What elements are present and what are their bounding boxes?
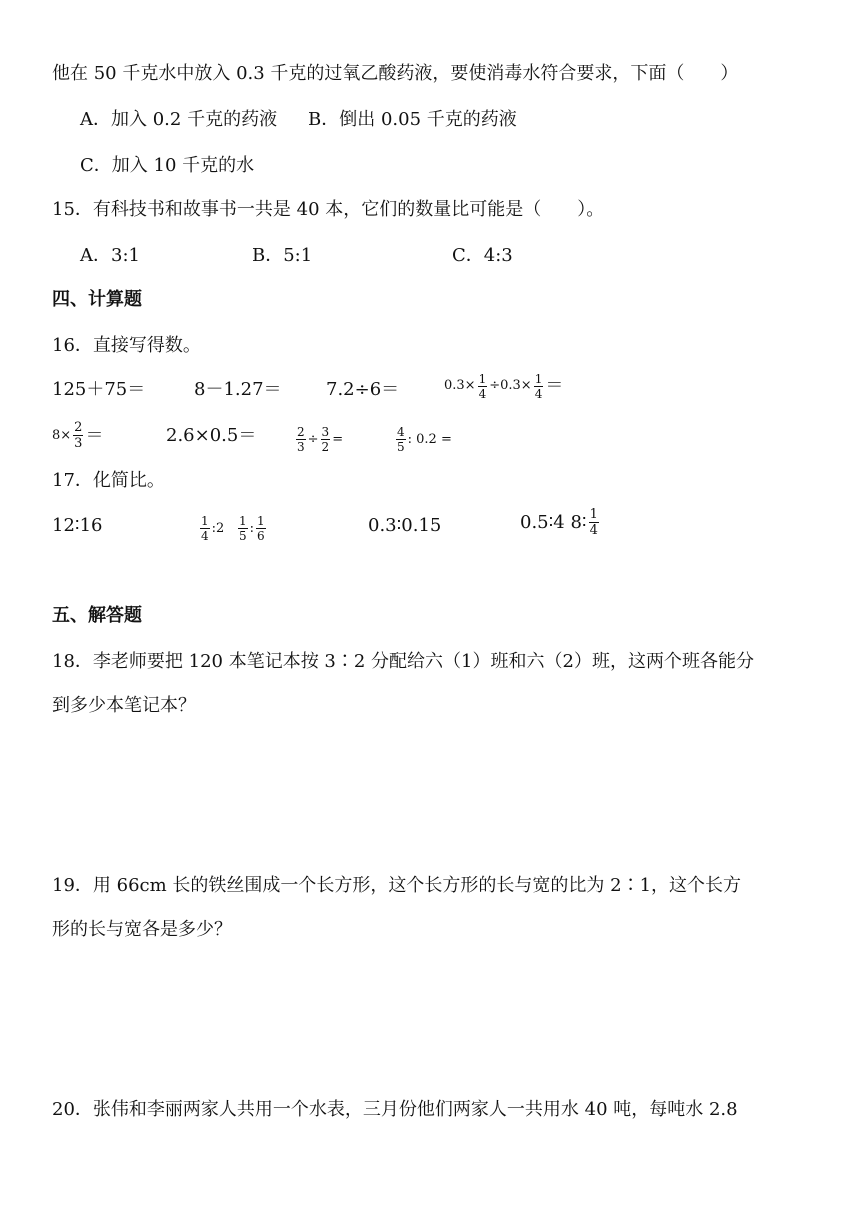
q16-expr-4-part2: ÷0.3× xyxy=(489,378,532,393)
fraction: $\frac{1}{4}$ xyxy=(589,507,598,538)
fraction: $\frac{1}{4}$ xyxy=(478,371,487,401)
q17-stem: 17．化简比。 xyxy=(52,470,165,491)
q15-stem: 15．有科技书和故事书一共是 40 本，它们的数量比可能是（ ）。 xyxy=(52,199,605,220)
q17-ratio-2 xyxy=(198,508,224,542)
q16-expr-8 xyxy=(394,419,452,453)
q16-expr-1: 125＋75＝ xyxy=(52,379,146,400)
q18-line-1: 18．李老师要把 120 本笔记本按 3∶2 分配给六（1）班和六（2）班，这两个班各能分 xyxy=(52,651,754,672)
equals-sign: ＝ xyxy=(85,424,104,446)
fraction: $\frac{2}{3}$ xyxy=(74,420,83,451)
q17-ratio-2-rest: :2 xyxy=(211,520,225,536)
q14-option-a: A．加入 0.2 千克的药液 xyxy=(80,109,278,130)
equals-sign: = xyxy=(332,431,344,447)
q16-expr-5 xyxy=(52,421,103,450)
q17-ratio-4: 0.3∶0.15 xyxy=(368,515,442,536)
colon: : xyxy=(249,520,255,536)
q16-expr-3: 7.2÷6＝ xyxy=(326,379,400,400)
q16-expr-4-part1: 0.3× xyxy=(444,378,476,393)
q14-stem-line: 他在 50 千克水中放入 0.3 千克的过氧乙酸药液，要使消毒水符合要求，下面（ ） xyxy=(52,63,739,84)
q16-stem: 16．直接写得数。 xyxy=(52,335,201,356)
q16-expr-6: 2.6×0.5＝ xyxy=(166,425,257,446)
divide-sign: ÷ xyxy=(307,431,319,447)
q17-ratio-5-text: 0.5∶4 8∶ xyxy=(520,511,587,533)
q20-line-1: 20．张伟和李丽两家人共用一个水表，三月份他们两家人一共用水 40 吨，每吨水 2.8 xyxy=(52,1099,738,1120)
q17-ratio-1: 12∶16 xyxy=(52,515,103,536)
q15-option-a: A．3:1 xyxy=(80,245,140,266)
q18-line-2: 到多少本笔记本？ xyxy=(52,695,196,716)
fraction: $\frac{3}{2}$ xyxy=(321,425,330,454)
section-heading-calculation: 四、计算题 xyxy=(52,289,142,310)
section-heading-answer: 五、解答题 xyxy=(52,605,142,626)
q15-option-b: B．5:1 xyxy=(252,245,313,266)
fraction: $\frac{1}{4}$ xyxy=(534,371,543,401)
q16-expr-5-part1: 8× xyxy=(52,427,72,443)
q14-option-b: B．倒出 0.05 千克的药液 xyxy=(308,109,517,130)
fraction: $\frac{1}{5}$ xyxy=(239,514,247,543)
q19-line-1: 19．用 66cm 长的铁丝围成一个长方形，这个长方形的长与宽的比为 2∶1，这个长方 xyxy=(52,875,742,896)
fraction: $\frac{4}{5}$ xyxy=(397,425,405,454)
fraction: $\frac{1}{4}$ xyxy=(201,514,209,543)
q16-expr-2: 8－1.27＝ xyxy=(194,379,282,400)
q19-line-2: 形的长与宽各是多少？ xyxy=(52,919,232,940)
q17-ratio-3 xyxy=(236,508,268,542)
q17-ratio-5 xyxy=(520,508,601,537)
q16-expr-7 xyxy=(294,419,343,453)
equals-sign: ＝ xyxy=(545,375,564,396)
q14-option-c: C．加入 10 千克的水 xyxy=(80,155,255,176)
q16-expr-8-rest: : 0.2 = xyxy=(407,431,452,447)
q16-expr-4 xyxy=(444,372,563,400)
q15-option-c: C．4:3 xyxy=(452,245,513,266)
fraction: $\frac{1}{6}$ xyxy=(257,514,265,543)
fraction: $\frac{2}{3}$ xyxy=(297,425,305,454)
